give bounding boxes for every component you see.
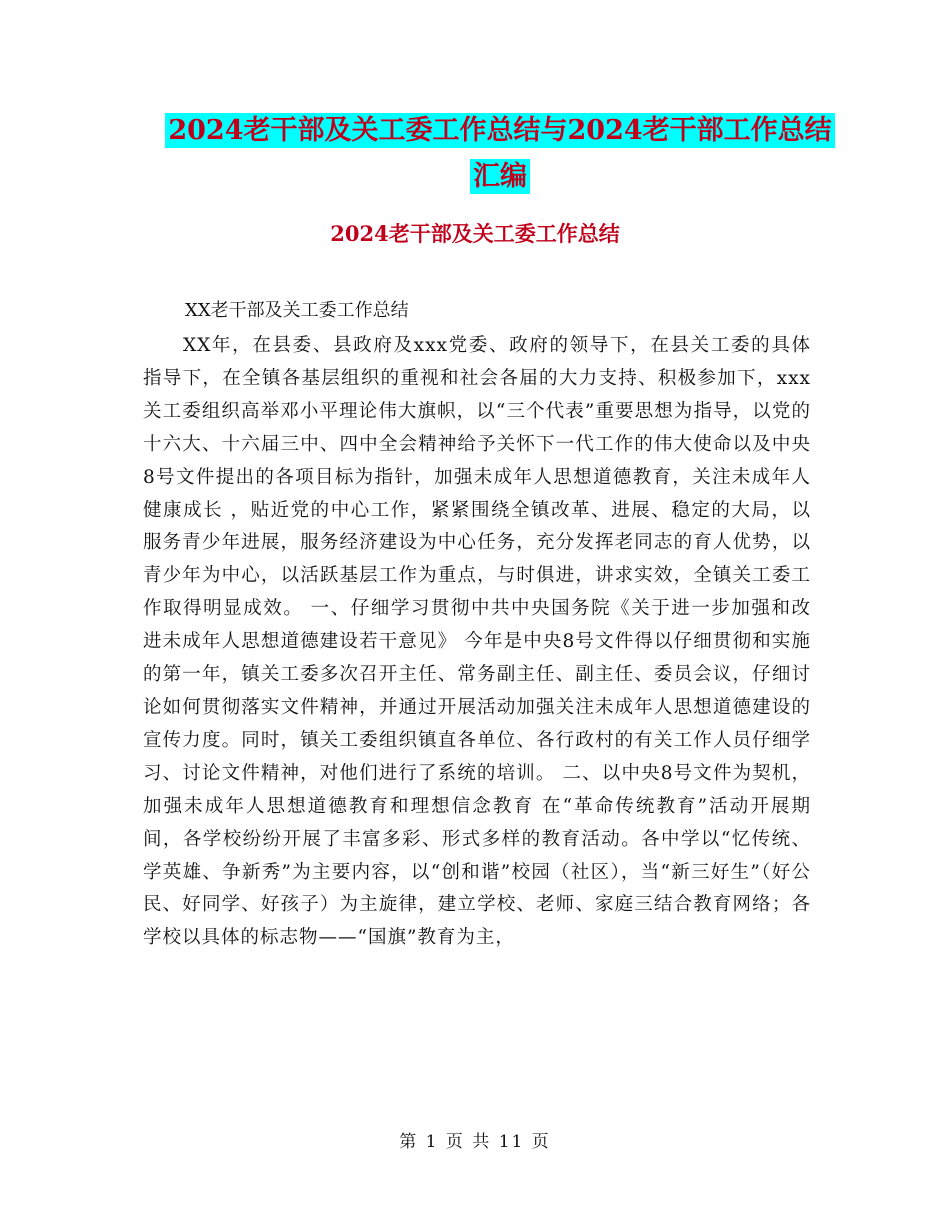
document-title <box>140 108 860 200</box>
document-title-line-2: 汇编 <box>470 159 530 194</box>
report-subheading: XX老干部及关工委工作总结 <box>185 300 409 321</box>
section-title: 2024老干部及关工委工作总结 <box>330 221 620 246</box>
page-number-footer: 第 1 页 共 11 页 <box>399 1132 551 1152</box>
body-paragraph: XX年，在县委、县政府及xxx党委、政府的领导下，在县关工委的具体指导下，在全镇各基层组织的重视和社会各届的大力支持、积极参加下，xxx关工委组织高举邓小平理论伟大旗帜，以“三个代表”重要思想为指导，以党的十六大、十六届三中、四中全会精神给予关怀下一代工作的伟大使命以及中央8号文件提出的各项目标为指针，加强未成年人思想道德教育，关注未成年人健康成长 ，贴近党的中心工作，紧紧围绕全镇改革、进展、稳定的大局，以服务青少年进展，服务经济建设为中心任务，充分发挥老同志的育人优势，以青少年为中心，以活跃基层工作为重点，与时俱进，讲求实效，全镇关工委工作取得明显成效。 一、仔细学习贯彻中共中央国务院《关于进一步加强和改进未成年人思想道德建设若干意见》 今年是中央8号文件得以仔细贯彻和实施的第一年，镇关工委多次召开主任、常务副主任、副主任、委员会议，仔细讨论如何贯彻落实文件精神，并通过开展活动加强关注未成年人思想道德建设的宣传力度。同时，镇关工委组织镇直各单位、各行政村的有关工作人员仔细学习、讨论文件精神，对他们进行了系统的培训。 二、以中央8号文件为契机，加强未成年人思想道德教育和理想信念教育 在“革命传统教育”活动开展期间，各学校纷纷开展了丰富多彩、形式多样的教育活动。各中学以“忆传统、学英雄、争新秀”为主要内容，以“创和谐”校园（社区），当“新三好生”（好公民、好同学、好孩子）为主旋律，建立学校、老师、家庭三结合教育网络；各学校以具体的标志物——“国旗”教育为主， <box>143 335 811 949</box>
document-title-line-1: 2024老干部及关工委工作总结与2024老干部工作总结 <box>165 113 834 148</box>
